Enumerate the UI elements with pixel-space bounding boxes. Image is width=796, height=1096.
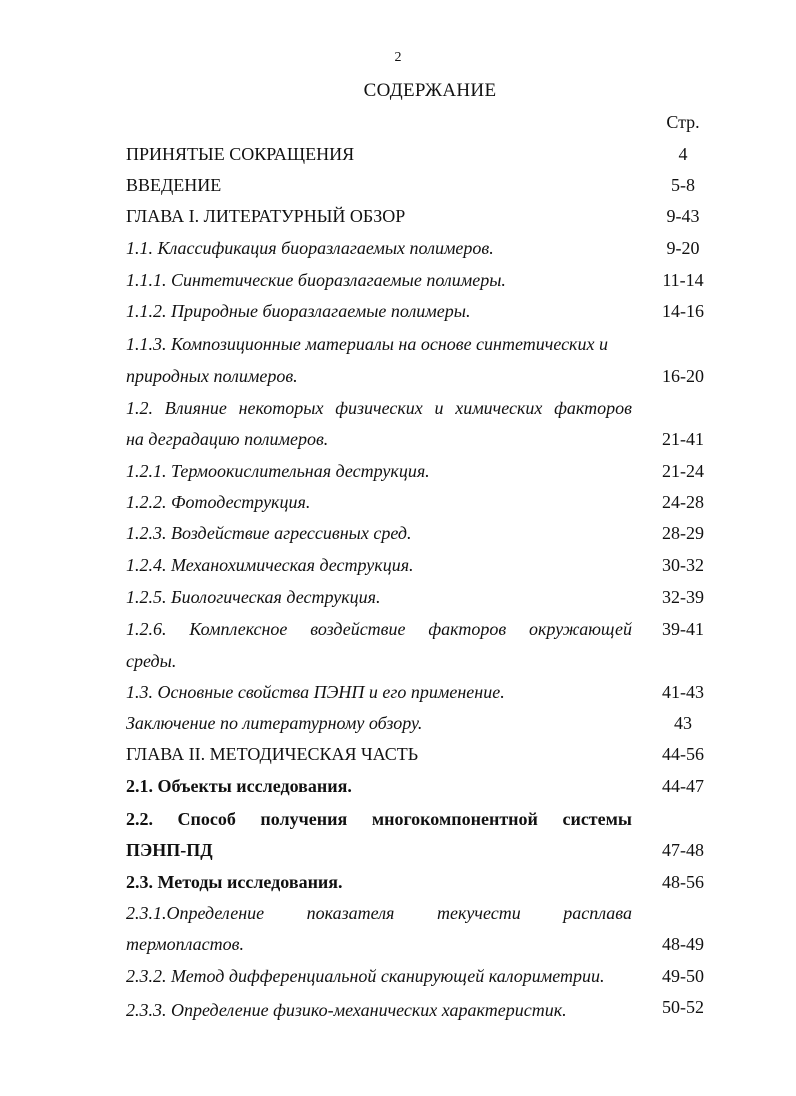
page-column-header: Стр. — [666, 112, 700, 132]
toc-entry-text: 2.3.3. Определение физико-механических характеристик. — [126, 1000, 567, 1020]
word: Комплексное — [189, 619, 288, 639]
toc-entry-pages: 21-41 — [662, 429, 704, 449]
toc-entry-text: 1.2.1. Термоокислительная деструкция. — [126, 461, 430, 481]
word: некоторых — [238, 398, 324, 418]
toc-entry-pages: 4 — [678, 144, 688, 164]
toc-entry-pages: 49-50 — [662, 966, 704, 986]
toc-entry-text-line2: природных полимеров. — [126, 366, 298, 386]
toc-entry-pages: 41-43 — [662, 682, 704, 702]
toc-entry-text: 1.1.2. Природные биоразлагаемые полимеры. — [126, 301, 471, 321]
toc-entry-text: 1.2.5. Биологическая деструкция. — [126, 587, 381, 607]
toc-entry-pages: 28-29 — [662, 523, 704, 543]
word: расплава — [563, 903, 632, 923]
word: 1.2.6. — [126, 619, 167, 639]
toc-entry-text-line2: термопластов. — [126, 934, 244, 954]
toc-entry-pages: 16-20 — [662, 366, 704, 386]
toc-entry-text: 1.2.4. Механохимическая деструкция. — [126, 555, 414, 575]
word: системы — [562, 809, 632, 829]
word: показателя — [306, 903, 395, 923]
toc-entry-pages: 5-8 — [671, 175, 695, 195]
toc-entry-text-line1 — [126, 902, 632, 924]
toc-entry-pages: 48-49 — [662, 934, 704, 954]
toc-entry-text-line2: ПЭНП-ПД — [126, 840, 213, 860]
word: химических — [455, 398, 543, 418]
word: Влияние — [164, 398, 227, 418]
toc-entry-pages: 50-52 — [662, 997, 704, 1017]
toc-entry-pages: 30-32 — [662, 555, 704, 575]
toc-entry-pages: 44-47 — [662, 776, 704, 796]
toc-entry-text: 2.3. Методы исследования. — [126, 872, 343, 892]
word: 2.3.1.Определение — [126, 903, 265, 923]
toc-entry-pages: 39-41 — [662, 619, 704, 639]
word: физических — [335, 398, 423, 418]
toc-entry-text-line2: среды. — [126, 651, 177, 671]
word: воздействие — [310, 619, 406, 639]
word: Способ — [177, 809, 236, 829]
toc-entry-text: 1.1. Классификация биоразлагаемых полимеров. — [126, 238, 494, 258]
toc-entry-text: ВВЕДЕНИЕ — [126, 175, 222, 195]
toc-entry-pages: 9-20 — [666, 238, 700, 258]
toc-entry-text: Заключение по литературному обзору. — [126, 713, 423, 733]
toc-entry-pages: 43 — [674, 713, 692, 733]
toc-entry-pages: 24-28 — [662, 492, 704, 512]
toc-entry-text: ГЛАВА II. МЕТОДИЧЕСКАЯ ЧАСТЬ — [126, 744, 419, 764]
word: текучести — [436, 903, 521, 923]
toc-entry-text-line1 — [126, 808, 632, 830]
toc-entry-text: 2.1. Объекты исследования. — [126, 776, 352, 796]
toc-entry-pages: 44-56 — [662, 744, 704, 764]
toc-entry-pages: 9-43 — [666, 206, 700, 226]
toc-entry-pages: 21-24 — [662, 461, 704, 481]
toc-entry-text: 1.2.3. Воздействие агрессивных сред. — [126, 523, 412, 543]
word: получения — [260, 809, 348, 829]
word: многокомпонентной — [371, 809, 538, 829]
page-title: СОДЕРЖАНИЕ — [363, 80, 497, 101]
toc-entry-text-line1 — [126, 618, 632, 640]
word: факторов — [428, 619, 507, 639]
toc-entry-text: 1.1.1. Синтетические биоразлагаемые полимеры. — [126, 270, 506, 290]
toc-entry-text: 2.3.2. Метод дифференциальной сканирующей калориметрии. — [126, 966, 605, 986]
toc-entry-pages: 47-48 — [662, 840, 704, 860]
toc-entry-text: 1.2.2. Фотодеструкция. — [126, 492, 311, 512]
word: факторов — [554, 398, 632, 418]
word: 2.2. — [126, 809, 153, 829]
toc-entry-text-line2: на деградацию полимеров. — [126, 429, 329, 449]
word: и — [434, 398, 444, 418]
word: окружающей — [529, 619, 632, 639]
toc-entry-text: ГЛАВА I. ЛИТЕРАТУРНЫЙ ОБЗОР — [126, 206, 406, 226]
toc-entry-pages: 48-56 — [662, 872, 704, 892]
toc-entry-text: ПРИНЯТЫЕ СОКРАЩЕНИЯ — [126, 144, 355, 164]
toc-entry-pages: 32-39 — [662, 587, 704, 607]
page-number: 2 — [394, 50, 402, 65]
word: 1.2. — [126, 398, 153, 418]
toc-entry-pages: 14-16 — [662, 301, 704, 321]
toc-entry-text-line1 — [126, 397, 632, 419]
toc-entry-text: 1.3. Основные свойства ПЭНП и его применение. — [126, 682, 505, 702]
toc-entry-pages: 11-14 — [662, 270, 704, 290]
toc-entry-text-line1: 1.1.3. Композиционные материалы на основе синтетических и — [126, 334, 608, 354]
